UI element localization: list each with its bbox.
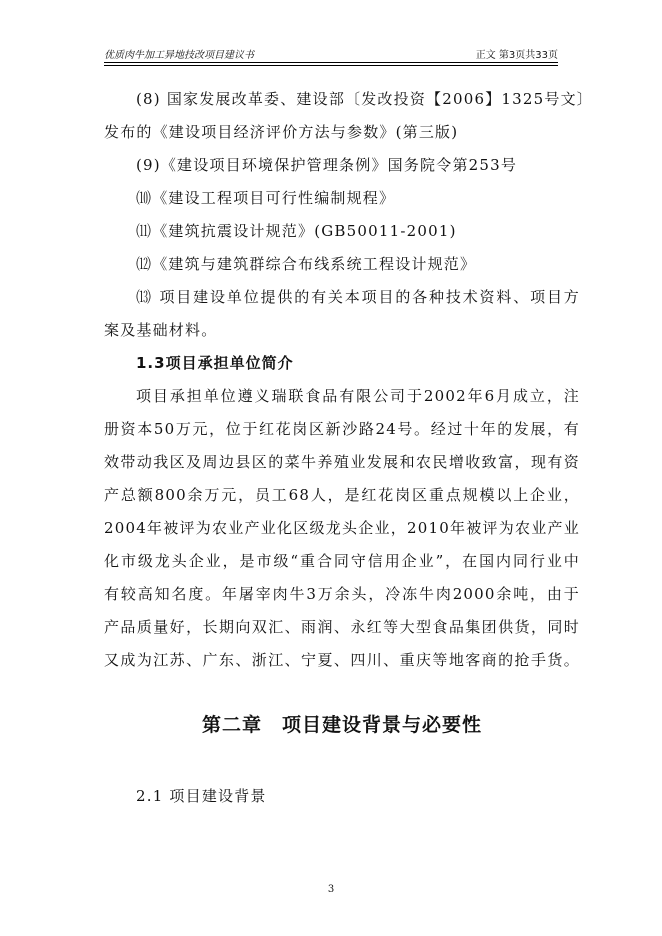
running-header <box>104 46 558 62</box>
header-rule <box>104 62 558 66</box>
reference-item-12: ⑿《建筑与建筑群综合布线系统工程设计规范》 <box>136 255 477 273</box>
header-page-info: 正文 第3页共33页 <box>475 50 558 61</box>
reference-item-13-line2: 案及基础材料。 <box>104 321 218 339</box>
page-number: 3 <box>327 884 335 895</box>
paragraph-line: 册资本50万元，位于红花岗区新沙路24号。经过十年的发展，有 <box>104 420 580 438</box>
paragraph-line: 产总额800余万元，员工68人，是红花岗区重点规模以上企业， <box>104 486 580 504</box>
section-heading: 1.3项目承担单位简介 <box>136 354 294 372</box>
paragraph-line: 有较高知名度。年屠宰肉牛3万余头，冷冻牛肉2000余吨，由于 <box>104 585 580 603</box>
paragraph-line: 2004年被评为农业产业化区级龙头企业，2010年被评为农业产业 <box>104 519 580 537</box>
reference-item-10: ⑽《建设工程项目可行性编制规程》 <box>136 189 396 207</box>
paragraph-line: 又成为江苏、广东、浙江、宁夏、四川、重庆等地客商的抢手货。 <box>104 651 580 669</box>
paragraph-line: 项目承担单位遵义瑞联食品有限公司于2002年6月成立，注 <box>136 387 580 405</box>
header-document-title: 优质肉牛加工异地技改项目建议书 <box>104 50 254 61</box>
subsection-heading: 2.1 项目建设背景 <box>136 787 267 805</box>
paragraph-line: 产品质量好，长期向双汇、雨润、永红等大型食品集团供货，同时 <box>104 618 580 636</box>
paragraph-line: 化市级龙头企业，是市级“重合同守信用企业”，在国内同行业中 <box>104 552 580 570</box>
reference-item-8-line2: 发布的《建设项目经济评价方法与参数》(第三版) <box>104 123 459 141</box>
chapter-title: 第二章 项目建设背景与必要性 <box>201 714 482 736</box>
reference-item-13-line1: ⒀ 项目建设单位提供的有关本项目的各种技术资料、项目方 <box>136 288 580 306</box>
paragraph-line: 效带动我区及周边县区的菜牛养殖业发展和农民增收致富，现有资 <box>104 453 580 471</box>
reference-item-11: ⑾《建筑抗震设计规范》(GB50011-2001) <box>136 222 457 240</box>
reference-item-9: (9)《建设项目环境保护管理条例》国务院令第253号 <box>136 156 518 174</box>
reference-item-8-line1: (8) 国家发展改革委、建设部〔发改投资【2006】1325号文〕 <box>136 90 593 108</box>
